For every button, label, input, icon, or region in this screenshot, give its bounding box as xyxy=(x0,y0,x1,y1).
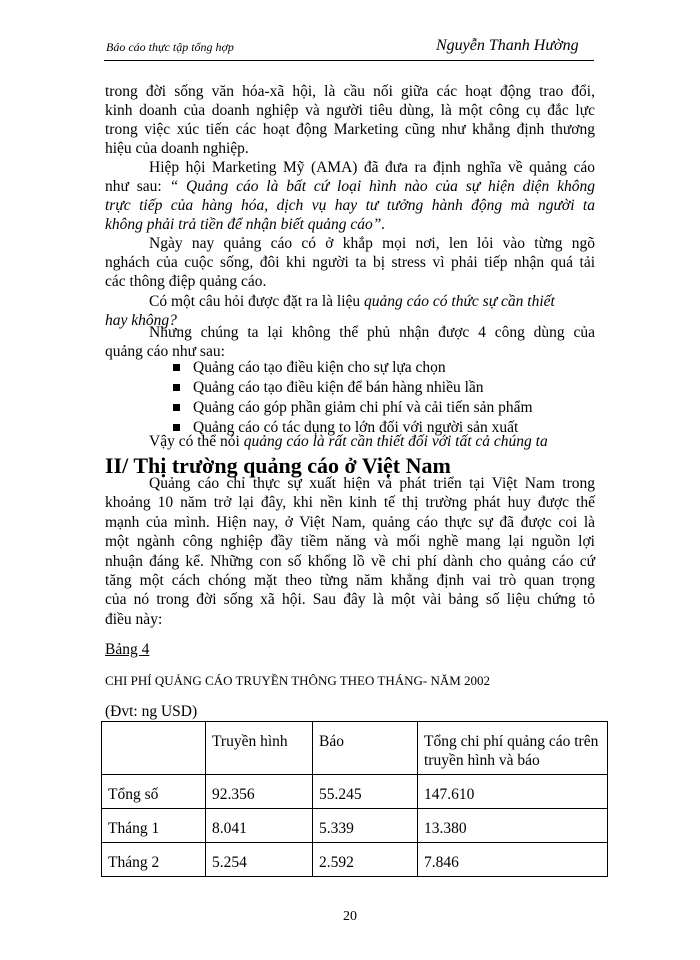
table-header-cell xyxy=(102,722,206,775)
text-plain: Vậy có thể nói xyxy=(149,433,240,450)
table-cell: Tháng 1 xyxy=(102,809,206,843)
paragraph-functions-intro xyxy=(105,323,595,361)
text-question-line: hay không? xyxy=(105,312,177,329)
table-label: Bảng 4 xyxy=(105,641,150,658)
table-row xyxy=(102,809,608,843)
text-line xyxy=(105,292,595,311)
text-line: Nhưng chúng ta lại không thể phủ nhận được 4 công dùng của xyxy=(149,324,595,341)
text-line: Ngày nay quảng cáo có ở khắp mọi nơi, len lỏi vào từng ngõ xyxy=(149,235,595,252)
table-header-cell: Truyền hình xyxy=(206,722,313,775)
text-plain: Có một câu hỏi được đặt ra là liệu xyxy=(149,293,361,310)
table-cell: 92.356 xyxy=(206,775,313,809)
paragraph-vietnam-market xyxy=(105,474,595,629)
table-cell: 13.380 xyxy=(418,809,608,843)
table-row xyxy=(102,775,608,809)
table-cell: 8.041 xyxy=(206,809,313,843)
text-quote-line: không phải trả tiền để nhận biết quảng cáo”. xyxy=(105,216,386,233)
bullet-list-functions xyxy=(173,358,533,438)
text-question: quảng cáo có thức sự cần thiết xyxy=(364,293,555,310)
table-cell: 2.592 xyxy=(313,843,418,877)
text-line: điều này: xyxy=(105,610,163,628)
section-heading: II/ Thị trường quảng cáo ở Việt Nam xyxy=(105,453,451,478)
list-item: Quảng cáo tạo điều kiện để bán hàng nhiều lần xyxy=(173,378,533,398)
table-unit: (Đvt: ng USD) xyxy=(105,703,198,720)
table-header-cell: Báo xyxy=(313,722,418,775)
paragraph-ama-definition xyxy=(105,158,595,234)
text-quote-line: trực tiếp của hàng hóa, dịch vụ hay tư tưởng hành động mà người ta xyxy=(105,197,595,214)
text-line: các thông điệp quảng cáo. xyxy=(105,273,267,290)
text-line: trong việc xúc tiến các hoạt động Marketing cũng như khẳng định thương xyxy=(105,121,595,138)
list-item: Quảng cáo tạo điều kiện cho sự lựa chọn xyxy=(173,358,533,378)
table-title: CHI PHÍ QUẢNG CÁO TRUYỀN THÔNG THEO THÁNG- NĂM 2002 xyxy=(105,673,491,688)
table-cell: 55.245 xyxy=(313,775,418,809)
text-line: mạnh của mình. Hiện nay, ở Việt Nam, quảng cáo thực sự đã được coi là xyxy=(105,513,595,531)
table-row xyxy=(102,843,608,877)
text-line: hiệu của doanh nghiệp. xyxy=(105,140,249,157)
table-header-cell: Tổng chi phí quảng cáo trên truyền hình và báo xyxy=(418,722,608,775)
table-cell: 5.254 xyxy=(206,843,313,877)
list-item: Quảng cáo có tác dụng to lớn đối với người sản xuất xyxy=(173,418,533,438)
list-item: Quảng cáo góp phần giảm chi phí và cải tiến sản phẩm xyxy=(173,398,533,418)
table-header-row xyxy=(102,722,608,775)
text-line: nghách của cuộc sống, đôi khi người ta bị stress vì phải tiếp nhận quá tải xyxy=(105,254,595,271)
text-line: quảng cáo như sau: xyxy=(105,343,225,360)
text-line: kinh doanh của doanh nghiệp và người tiêu dùng, là một công cụ đắc lực xyxy=(105,102,595,119)
header-divider xyxy=(104,60,594,61)
table-cell: 147.610 xyxy=(418,775,608,809)
text-line: tăng một cách chóng mặt theo từng năm khẳng định vai trò quan trọng xyxy=(105,572,595,590)
table-cell: Tháng 2 xyxy=(102,843,206,877)
paragraph-intro xyxy=(105,82,595,158)
expense-table xyxy=(101,721,608,877)
text-line: của nó trong đời sống xã hội. Sau đây là một vài bảng số liệu chứng tỏ xyxy=(105,591,595,609)
table-cell: 5.339 xyxy=(313,809,418,843)
header-report-title: Báo cáo thực tập tổng hợp xyxy=(106,40,234,54)
table-cell: 7.846 xyxy=(418,843,608,877)
header-author: Nguyễn Thanh Hường xyxy=(436,37,579,54)
conclusion-line xyxy=(105,432,595,451)
text-line: trong đời sống văn hóa-xã hội, là cầu nối giữa các hoạt động trao đổi, xyxy=(105,83,595,100)
text-line: Hiệp hội Marketing Mỹ (AMA) đã đưa ra định nghĩa về quảng cáo xyxy=(149,159,595,176)
text-line: nhuận đáng kể. Những con số khổng lồ về chi phí dành cho quảng cáo cứ xyxy=(105,552,595,570)
page-number: 20 xyxy=(343,909,357,924)
text-plain: như sau: xyxy=(105,178,162,195)
text-quote: “ Quảng cáo là bất cứ loại hình nào của sự hiện diện không xyxy=(169,178,596,195)
text-line: Quảng cáo chỉ thực sự xuất hiện và phát triển tại Việt Nam trong xyxy=(149,475,595,492)
paragraph-ubiquity xyxy=(105,234,595,291)
table-cell: Tổng số xyxy=(102,775,206,809)
text-line: khoảng 10 năm trở lại đây, khi nền kinh tế thị trường phát huy được thế xyxy=(105,494,595,512)
text-line: một ngành công nghiệp đầy tiềm năng và mối nghề mang lại nguồn lợi xyxy=(105,533,595,551)
text-conclusion: quảng cáo là rất cần thiết đối với tất cả chúng ta xyxy=(243,433,548,450)
text-line xyxy=(105,177,595,196)
